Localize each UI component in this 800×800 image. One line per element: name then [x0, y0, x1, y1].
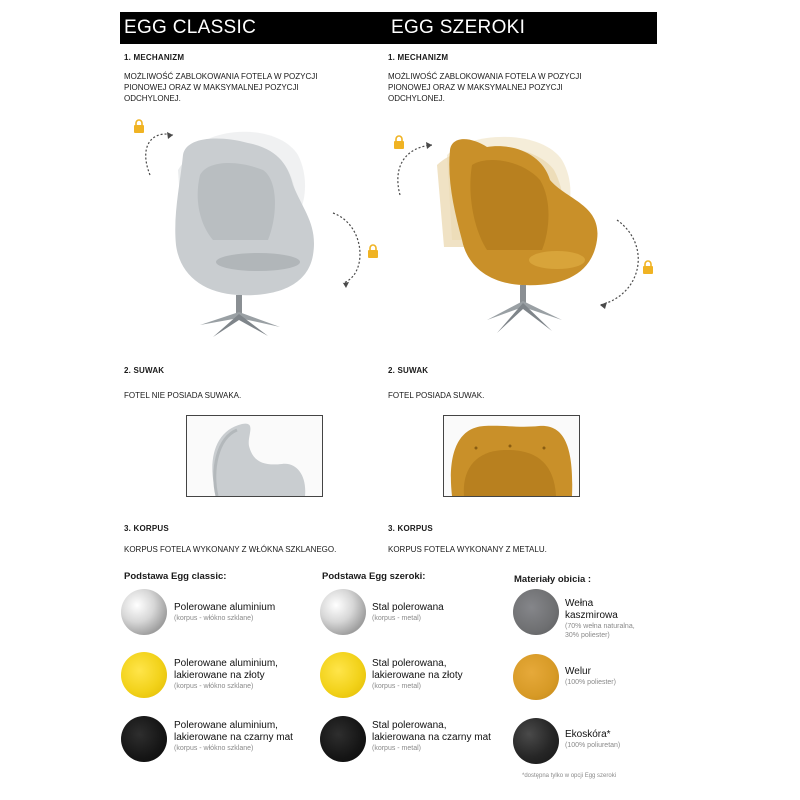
- szeroki-base-option-1: Stal polerowana (korpus - metal): [372, 602, 444, 622]
- right-body-desc: KORPUS FOTELA WYKONANY Z METALU.: [388, 545, 547, 554]
- material-option-wool: Wełna kaszmirowa (70% wełna naturalna, 30% poliester): [565, 598, 635, 639]
- szeroki-base-option-3: Stal polerowana, lakierowana na czarny mat (korpus - metal): [372, 720, 491, 752]
- classic-base-title: Podstawa Egg classic:: [124, 571, 227, 582]
- right-mechanism-desc: MOŻLIWOŚĆ ZABLOKOWANIA FOTELA W POZYCJI PIONOWEJ ORAZ W MAKSYMALNEJ POZYCJI ODCHYLONEJ.: [388, 72, 582, 103]
- lock-icon: [393, 135, 405, 154]
- egg-classic-chair-illustration: [128, 115, 378, 340]
- materials-title: Materiały obicia :: [514, 574, 592, 585]
- black-matte-aluminium-swatch: [121, 716, 167, 762]
- szeroki-base-option-2: Stal polerowana, lakierowane na złoty (korpus - metal): [372, 658, 463, 690]
- classic-base-option-2: Polerowane aluminium, lakierowane na złoty (korpus - włókno szklane): [174, 658, 278, 690]
- left-slider-title: 2. SUWAK: [124, 366, 165, 375]
- polished-aluminium-swatch: [121, 589, 167, 635]
- cashmere-wool-swatch: [513, 589, 559, 635]
- right-body-title: 3. KORPUS: [388, 524, 433, 533]
- lock-icon: [133, 119, 145, 138]
- lock-icon: [642, 260, 654, 279]
- classic-base-option-3: Polerowane aluminium, lakierowane na czarny mat (korpus - włókno szklane): [174, 720, 293, 752]
- velvet-swatch: [513, 654, 559, 700]
- title-egg-classic: EGG CLASSIC: [124, 17, 257, 38]
- right-slider-title: 2. SUWAK: [388, 366, 429, 375]
- black-matte-steel-swatch: [320, 716, 366, 762]
- szeroki-backrest-detail-photo: [443, 415, 580, 497]
- material-option-velvet: Welur (100% poliester): [565, 666, 616, 686]
- classic-base-option-1: Polerowane aluminium (korpus - włókno szklane): [174, 602, 276, 622]
- lock-icon: [367, 244, 379, 263]
- material-option-eco-leather: Ekoskóra* (100% poliuretan): [565, 729, 621, 749]
- gold-lacquered-steel-swatch: [320, 652, 366, 698]
- gold-lacquered-aluminium-swatch: [121, 652, 167, 698]
- left-slider-desc: FOTEL NIE POSIADA SUWAKA.: [124, 391, 242, 400]
- egg-szeroki-chair-illustration: [392, 125, 662, 340]
- right-slider-desc: FOTEL POSIADA SUWAK.: [388, 391, 485, 400]
- polished-steel-swatch: [320, 589, 366, 635]
- title-egg-szeroki: EGG SZEROKI: [391, 17, 526, 38]
- left-body-desc: KORPUS FOTELA WYKONANY Z WŁÓKNA SZKLANEGO.: [124, 545, 337, 554]
- szeroki-base-title: Podstawa Egg szeroki:: [322, 571, 426, 582]
- right-mechanism-title: 1. MECHANIZM: [388, 53, 449, 62]
- left-mechanism-title: 1. MECHANIZM: [124, 53, 185, 62]
- left-body-title: 3. KORPUS: [124, 524, 169, 533]
- classic-backrest-detail-photo: [186, 415, 323, 497]
- materials-footnote: *dostępna tylko w opcji Egg szeroki: [522, 773, 617, 779]
- eco-leather-swatch: [513, 718, 559, 764]
- left-mechanism-desc: MOŻLIWOŚĆ ZABLOKOWANIA FOTELA W POZYCJI PIONOWEJ ORAZ W MAKSYMALNEJ POZYCJI ODCHYLONEJ.: [124, 72, 318, 103]
